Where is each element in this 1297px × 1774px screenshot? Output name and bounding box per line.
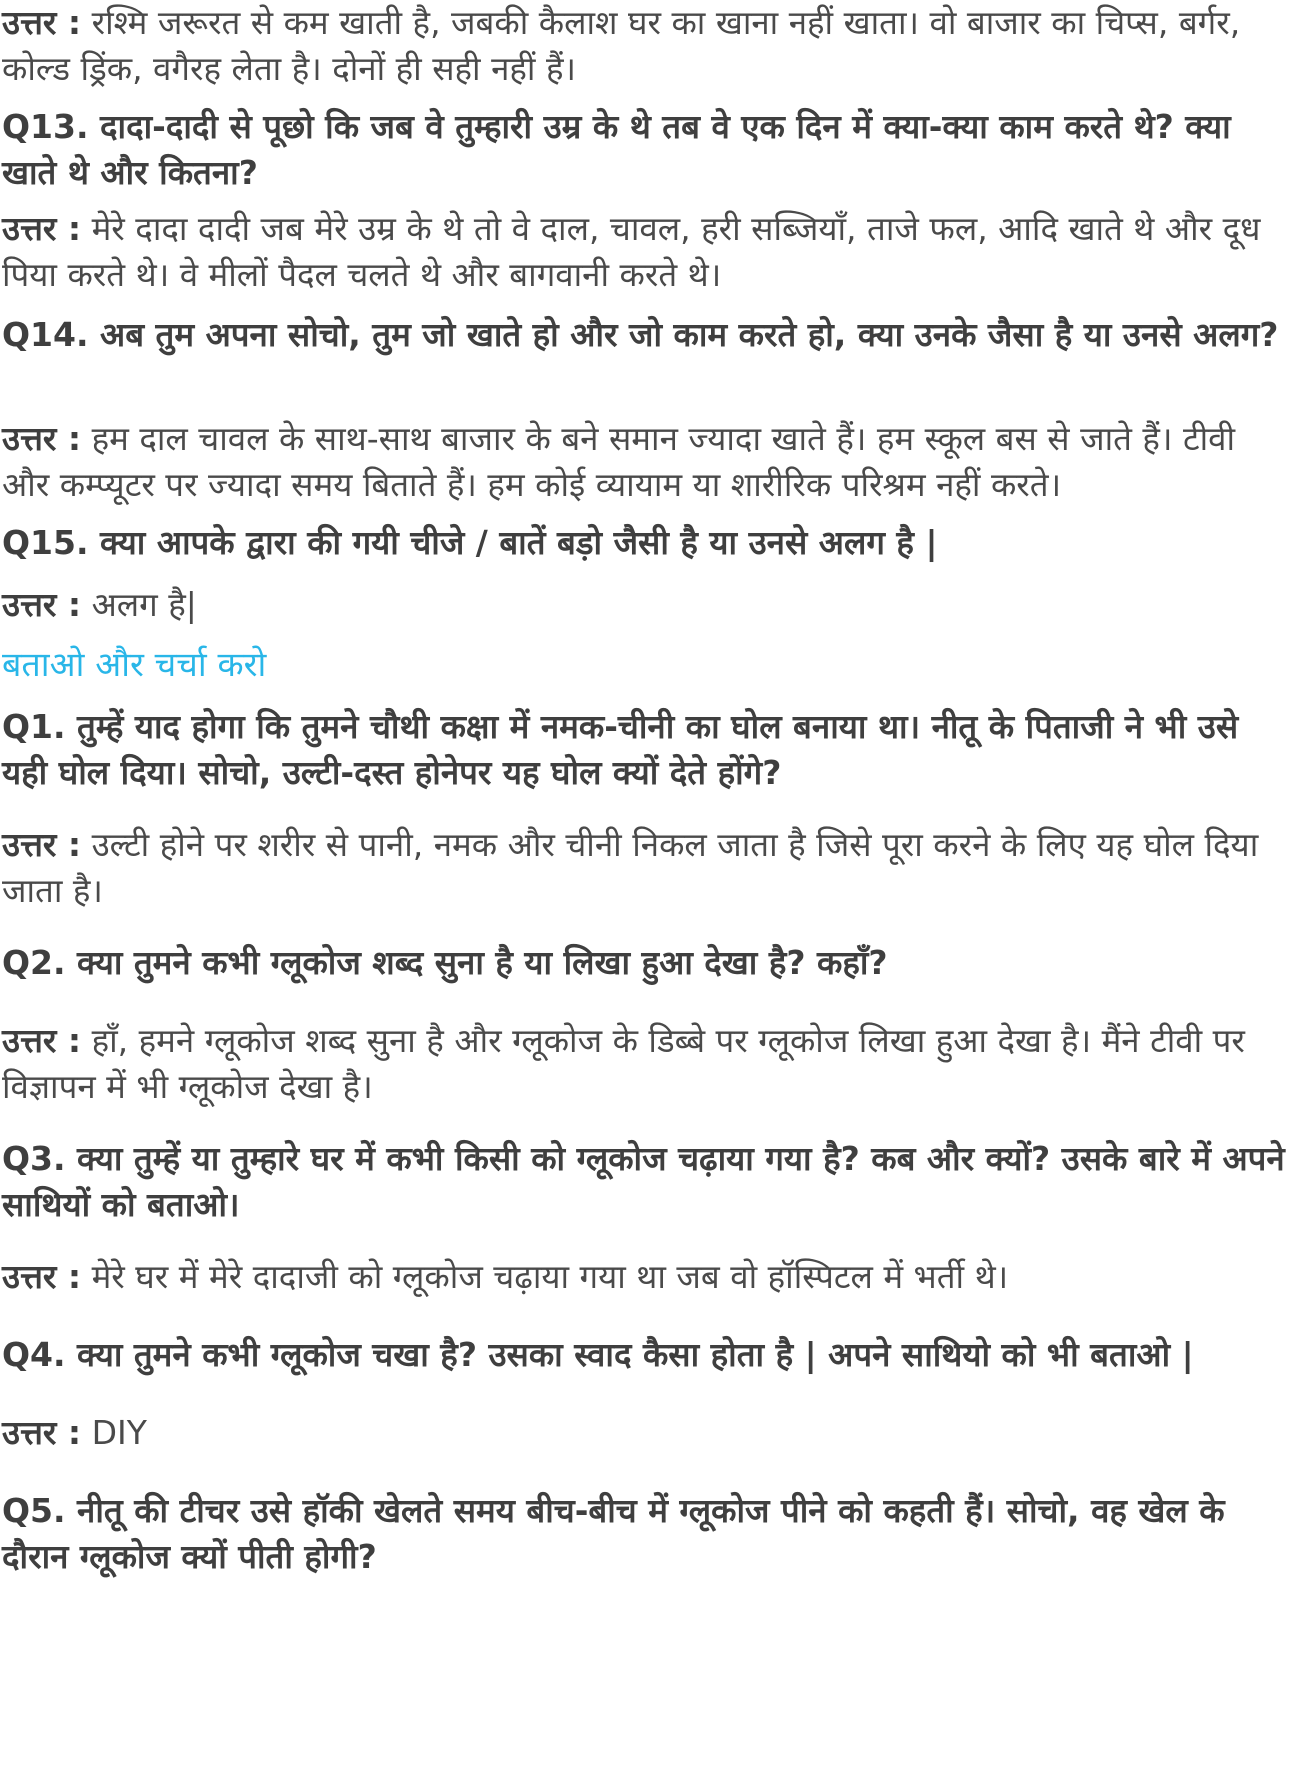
answer-label: उत्तर : <box>2 1413 82 1452</box>
answer-text: रश्मि जरूरत से कम खाती है, जबकी कैलाश घर का खाना नहीं खाता। वो बाजार का चिप्स, बर्गर, कोल्ड ड्रिंक, वगैरह लेता है। दोनों ही सही नहीं हैं। <box>2 3 1241 88</box>
q13-answer <box>2 206 1287 298</box>
q2-question: Q2. क्या तुमने कभी ग्लूकोज शब्द सुना है या लिखा हुआ देखा है? कहाँ? <box>2 943 888 982</box>
answer-label: उत्तर : <box>2 1257 82 1296</box>
answer-text: हाँ, हमने ग्लूकोज शब्द सुना है और ग्लूकोज के डिब्बे पर ग्लूकोज लिखा हुआ देखा है। मैंने टीवी पर विज्ञापन में भी ग्लूकोज देखा है। <box>2 1021 1245 1106</box>
answer-text: मेरे घर में मेरे दादाजी को ग्लूकोज चढ़ाया गया था जब वो हॉस्पिटल में भर्ती थे। <box>91 1257 1009 1296</box>
q14-answer <box>2 416 1287 508</box>
q15-question: Q15. क्या आपके द्वारा की गयी चीजे / बातें बड़ो जैसी है या उनसे अलग है | <box>2 523 938 562</box>
answer-text: हम दाल चावल के साथ-साथ बाजार के बने समान ज्यादा खाते हैं। हम स्कूल बस से जाते हैं। टीवी और कम्प्यूटर पर ज्यादा समय बिताते हैं। हम कोई व्यायाम या शारीरिक परिश्रम नहीं करते। <box>2 419 1236 504</box>
answer-label: उत्तर : <box>2 419 82 458</box>
q4-question: Q4. क्या तुमने कभी ग्लूकोज चखा है? उसका स्वाद कैसा होता है | अपने साथियो को भी बताओ | <box>2 1335 1194 1374</box>
q2-answer <box>2 1018 1287 1110</box>
q3-answer <box>2 1254 1287 1300</box>
q1-answer <box>2 822 1287 914</box>
q4-answer <box>2 1410 1287 1456</box>
q15-answer <box>2 582 1287 628</box>
answer-label: उत्तर : <box>2 3 82 42</box>
q13-question: Q13. दादा-दादी से पूछो कि जब वे तुम्हारी उम्र के थे तब वे एक दिन में क्या-क्या काम करते थे? क्या खाते थे और कितना? <box>2 107 1231 192</box>
answer-label: उत्तर : <box>2 209 82 248</box>
answer-text: अलग है| <box>91 585 197 624</box>
section-heading: बताओ और चर्चा करो <box>2 645 267 685</box>
q12-answer <box>2 0 1287 92</box>
answer-label: उत्तर : <box>2 585 82 624</box>
q1-question: Q1. तुम्हें याद होगा कि तुमने चौथी कक्षा में नमक-चीनी का घोल बनाया था। नीतू के पिताजी ने भी उसे यही घोल दिया। सोचो, उल्टी-दस्त होनेपर यह घोल क्यों देते होंगे? <box>2 707 1239 792</box>
q3-question: Q3. क्या तुम्हें या तुम्हारे घर में कभी किसी को ग्लूकोज चढ़ाया गया है? कब और क्यों? उसके बारे में अपने साथियों को बताओ। <box>2 1139 1285 1224</box>
answer-text: मेरे दादा दादी जब मेरे उम्र के थे तो वे दाल, चावल, हरी सब्जियाँ, ताजे फल, आदि खाते थे और दूध पिया करते थे। वे मीलों पैदल चलते थे और बागवानी करते थे। <box>2 209 1261 294</box>
q14-question: Q14. अब तुम अपना सोचो, तुम जो खाते हो और जो काम करते हो, क्या उनके जैसा है या उनसे अलग? <box>2 315 1279 354</box>
answer-text: उल्टी होने पर शरीर से पानी, नमक और चीनी निकल जाता है जिसे पूरा करने के लिए यह घोल दिया जाता है। <box>2 825 1259 910</box>
answer-text: DIY <box>91 1413 147 1452</box>
answer-label: उत्तर : <box>2 825 82 864</box>
answer-label: उत्तर : <box>2 1021 82 1060</box>
q5-question: Q5. नीतू की टीचर उसे हॉकी खेलते समय बीच-बीच में ग्लूकोज पीने को कहती हैं। सोचो, वह खेल के दौरान ग्लूकोज क्यों पीती होगी? <box>2 1491 1225 1576</box>
